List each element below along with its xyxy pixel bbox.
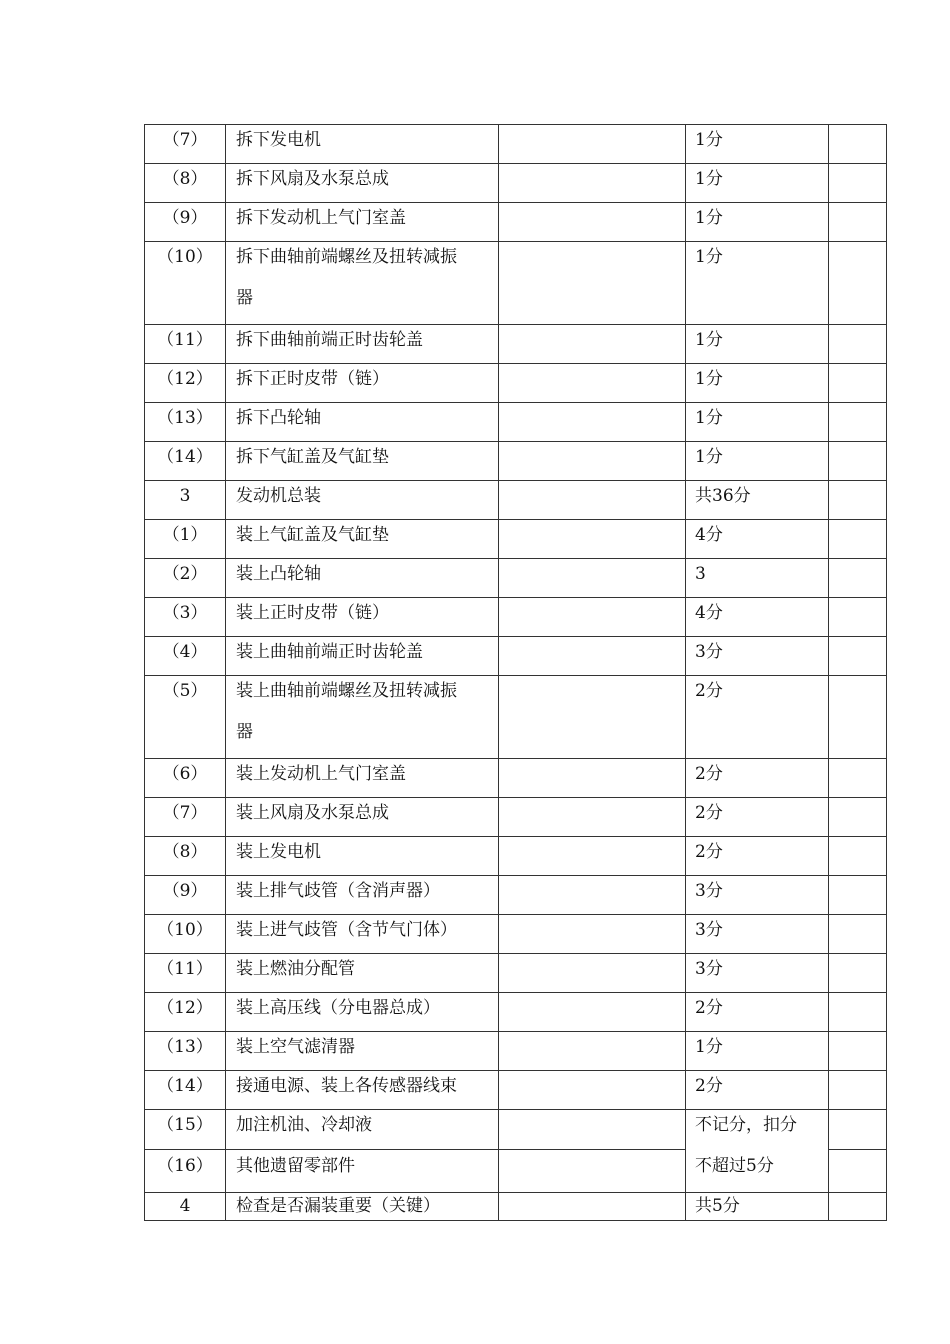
blank-cell (829, 1071, 887, 1110)
score-cell: 1分 (686, 242, 829, 325)
table-row (145, 993, 887, 1032)
item-number-cell: （6） (145, 759, 226, 798)
item-number-cell: （7） (145, 798, 226, 837)
blank-cell (829, 954, 887, 993)
table-row (145, 598, 887, 637)
score-cell: 3分 (686, 876, 829, 915)
item-name-cell: 装上发电机 (226, 837, 499, 876)
item-number-cell: （14） (145, 1071, 226, 1110)
score-cell: 1分 (686, 1032, 829, 1071)
blank-cell (499, 242, 686, 325)
blank-cell (499, 442, 686, 481)
blank-cell (499, 364, 686, 403)
item-number-cell: （7） (145, 125, 226, 164)
score-cell: 4分 (686, 520, 829, 559)
blank-cell (829, 837, 887, 876)
blank-cell (829, 203, 887, 242)
blank-cell (829, 637, 887, 676)
blank-cell (829, 242, 887, 325)
section-name-cell: 检查是否漏装重要（关键） (226, 1193, 499, 1221)
item-name-cell: 装上曲轴前端螺丝及扭转减振 器 (226, 676, 499, 759)
blank-cell (829, 876, 887, 915)
item-name-cell: 接通电源、装上各传感器线束 (226, 1071, 499, 1110)
table-row (145, 520, 887, 559)
section-number-cell: 3 (145, 481, 226, 520)
item-name-cell: 拆下曲轴前端螺丝及扭转减振 器 (226, 242, 499, 325)
section-number-cell: 4 (145, 1193, 226, 1221)
blank-cell (499, 325, 686, 364)
table-row (145, 798, 887, 837)
blank-cell (499, 954, 686, 993)
score-cell: 1分 (686, 364, 829, 403)
blank-cell (499, 915, 686, 954)
table-row (145, 242, 887, 325)
blank-cell (499, 164, 686, 203)
item-number-cell: （12） (145, 364, 226, 403)
blank-cell (499, 1193, 686, 1221)
item-number-cell: （2） (145, 559, 226, 598)
item-name-cell: 装上空气滤清器 (226, 1032, 499, 1071)
item-number-cell: （13） (145, 1032, 226, 1071)
blank-cell (829, 676, 887, 759)
item-number-cell: （15） (145, 1110, 226, 1150)
table-row (145, 954, 887, 993)
item-number-cell: （3） (145, 598, 226, 637)
score-cell: 1分 (686, 403, 829, 442)
item-number-cell: （11） (145, 325, 226, 364)
score-cell: 2分 (686, 837, 829, 876)
blank-cell (499, 520, 686, 559)
blank-cell (499, 1032, 686, 1071)
blank-cell (829, 1149, 887, 1192)
score-cell: 3分 (686, 954, 829, 993)
blank-cell (829, 798, 887, 837)
blank-cell (829, 1110, 887, 1150)
item-number-cell: （11） (145, 954, 226, 993)
score-cell: 1分 (686, 164, 829, 203)
item-number-cell: （9） (145, 876, 226, 915)
blank-cell (499, 1071, 686, 1110)
blank-cell (829, 164, 887, 203)
item-name-cell: 加注机油、冷却液 (226, 1110, 499, 1150)
item-name-cell: 装上曲轴前端正时齿轮盖 (226, 637, 499, 676)
item-name-cell: 装上高压线（分电器总成） (226, 993, 499, 1032)
blank-cell (829, 993, 887, 1032)
blank-cell (499, 403, 686, 442)
table-row (145, 876, 887, 915)
score-cell: 3分 (686, 915, 829, 954)
table-row (145, 442, 887, 481)
item-name-cell: 装上正时皮带（链） (226, 598, 499, 637)
blank-cell (499, 637, 686, 676)
item-number-cell: （8） (145, 164, 226, 203)
item-number-cell: （13） (145, 403, 226, 442)
blank-cell (829, 520, 887, 559)
table-row (145, 1193, 887, 1221)
blank-cell (499, 837, 686, 876)
item-number-cell: （10） (145, 915, 226, 954)
item-number-cell: （10） (145, 242, 226, 325)
blank-cell (499, 993, 686, 1032)
table-row (145, 481, 887, 520)
blank-cell (499, 559, 686, 598)
score-cell: 1分 (686, 442, 829, 481)
blank-cell (829, 481, 887, 520)
item-name-cell: 拆下曲轴前端正时齿轮盖 (226, 325, 499, 364)
blank-cell (829, 364, 887, 403)
section-score-cell: 共36分 (686, 481, 829, 520)
item-name-cell: 装上排气歧管（含消声器） (226, 876, 499, 915)
blank-cell (499, 481, 686, 520)
blank-cell (829, 403, 887, 442)
table-row (145, 1110, 887, 1150)
item-number-cell: （12） (145, 993, 226, 1032)
blank-cell (499, 676, 686, 759)
item-name-cell: 拆下发电机 (226, 125, 499, 164)
item-number-cell: （9） (145, 203, 226, 242)
blank-cell (829, 559, 887, 598)
score-cell: 2分 (686, 993, 829, 1032)
item-name-cell: 装上气缸盖及气缸垫 (226, 520, 499, 559)
table-row (145, 403, 887, 442)
table-row (145, 203, 887, 242)
table-row (145, 559, 887, 598)
blank-cell (829, 1032, 887, 1071)
item-number-cell: （4） (145, 637, 226, 676)
item-name-cell: 拆下风扇及水泵总成 (226, 164, 499, 203)
item-name-cell: 装上燃油分配管 (226, 954, 499, 993)
item-name-cell: 装上发动机上气门室盖 (226, 759, 499, 798)
score-cell: 3 (686, 559, 829, 598)
table-row (145, 164, 887, 203)
table-row (145, 325, 887, 364)
blank-cell (829, 125, 887, 164)
item-number-cell: （1） (145, 520, 226, 559)
blank-cell (499, 876, 686, 915)
blank-cell (829, 325, 887, 364)
blank-cell (829, 598, 887, 637)
merged-score-cell: 不记分，扣分 不超过5分 (686, 1110, 829, 1193)
blank-cell (499, 798, 686, 837)
item-number-cell: （8） (145, 837, 226, 876)
item-name-cell: 拆下凸轮轴 (226, 403, 499, 442)
table-row (145, 676, 887, 759)
blank-cell (829, 442, 887, 481)
section-name-cell: 发动机总装 (226, 481, 499, 520)
item-number-cell: （14） (145, 442, 226, 481)
table-row (145, 759, 887, 798)
item-name-cell: 装上风扇及水泵总成 (226, 798, 499, 837)
blank-cell (499, 759, 686, 798)
blank-cell (829, 759, 887, 798)
table-row (145, 125, 887, 164)
score-cell: 3分 (686, 637, 829, 676)
item-number-cell: （5） (145, 676, 226, 759)
item-name-cell: 其他遗留零部件 (226, 1149, 499, 1192)
item-name-cell: 装上进气歧管（含节气门体） (226, 915, 499, 954)
score-cell: 1分 (686, 325, 829, 364)
table-row (145, 837, 887, 876)
score-cell: 1分 (686, 125, 829, 164)
item-name-cell: 装上凸轮轴 (226, 559, 499, 598)
score-cell: 2分 (686, 1071, 829, 1110)
score-cell: 4分 (686, 598, 829, 637)
item-name-cell: 拆下正时皮带（链） (226, 364, 499, 403)
score-cell: 2分 (686, 759, 829, 798)
table-row (145, 915, 887, 954)
score-cell: 1分 (686, 203, 829, 242)
table-row (145, 1071, 887, 1110)
item-name-cell: 拆下气缸盖及气缸垫 (226, 442, 499, 481)
table-row (145, 1032, 887, 1071)
blank-cell (829, 1193, 887, 1221)
blank-cell (499, 598, 686, 637)
item-number-cell: （16） (145, 1149, 226, 1192)
table-row (145, 364, 887, 403)
blank-cell (499, 1149, 686, 1192)
score-cell: 2分 (686, 676, 829, 759)
blank-cell (499, 203, 686, 242)
blank-cell (829, 915, 887, 954)
section-score-cell: 共5分 (686, 1193, 829, 1221)
table-row (145, 637, 887, 676)
item-name-cell: 拆下发动机上气门室盖 (226, 203, 499, 242)
blank-cell (499, 125, 686, 164)
scoring-table (144, 124, 887, 1221)
score-cell: 2分 (686, 798, 829, 837)
blank-cell (499, 1110, 686, 1150)
